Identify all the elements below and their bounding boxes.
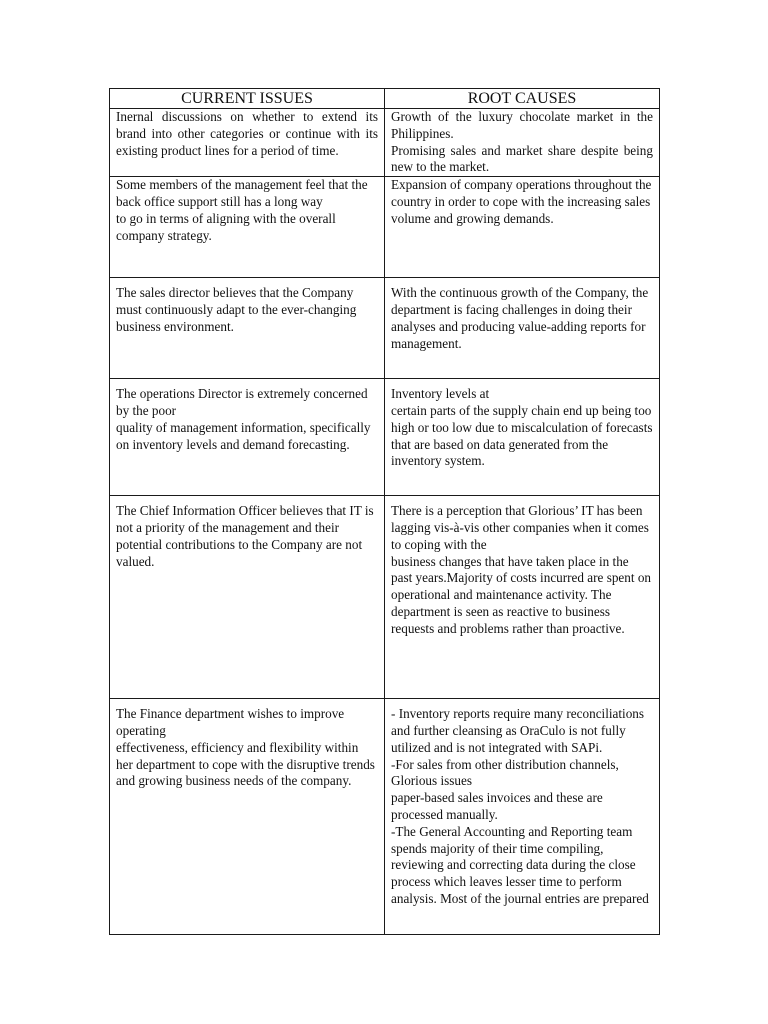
issue-cell: Some members of the management feel that the back office support still has a long way to go in terms of aligning with the overall company strategy. — [110, 177, 385, 278]
cause-cell: Expansion of company operations throughout the country in order to cope with the increasing sales volume and growing demands. — [385, 177, 660, 278]
table-row — [110, 496, 660, 699]
cause-cell: With the continuous growth of the Company, the department is facing challenges in doing their analyses and producing value-adding reports for management. — [385, 278, 660, 379]
issue-cell: Inernal discussions on whether to extend its brand into other categories or continue with its existing product lines for a period of time. — [110, 109, 385, 177]
cause-cell: Growth of the luxury chocolate market in the Philippines. Promising sales and market share despite being new to the market. — [385, 109, 660, 177]
issues-table — [109, 88, 660, 935]
table-row — [110, 109, 660, 177]
table-row — [110, 699, 660, 935]
issue-cell: The Chief Information Officer believes that IT is not a priority of the management and their potential contributions to the Company are not valued. — [110, 496, 385, 699]
cause-cell: There is a perception that Glorious’ IT has been lagging vis-à-vis other companies when it comes to coping with the business changes that have taken place in the past years.Majority of costs incurred are spent on operational and maintenance activity. The department is seen as reactive to business requests and problems rather than proactive. — [385, 496, 660, 699]
cause-cell: Inventory levels at certain parts of the supply chain end up being too high or too low due to miscalculation of forecasts that are based on data generated from the inventory system. — [385, 379, 660, 496]
issue-cell: The operations Director is extremely concerned by the poor quality of management information, specifically on inventory levels and demand forecasting. — [110, 379, 385, 496]
issue-cell: The sales director believes that the Company must continuously adapt to the ever-changing business environment. — [110, 278, 385, 379]
cause-cell: - Inventory reports require many reconciliations and further cleansing as OraCulo is not fully utilized and is not integrated with SAPi. -For sales from other distribution channels, Glorious issues paper-based sales invoices and these are processed manually. -The General Accounting and Reporting team spends majority of their time compiling, reviewing and correcting data during the close process which leaves lesser time to perform analysis. Most of the journal entries are prepared — [385, 699, 660, 935]
issue-cell: The Finance department wishes to improve operating effectiveness, efficiency and flexibility within her department to cope with the disruptive trends and growing business needs of the company. — [110, 699, 385, 935]
table-row — [110, 379, 660, 496]
header-root-causes: ROOT CAUSES — [385, 89, 660, 109]
table-row — [110, 177, 660, 278]
table-header-row — [110, 89, 660, 109]
header-current-issues: CURRENT ISSUES — [110, 89, 385, 109]
table-row — [110, 278, 660, 379]
